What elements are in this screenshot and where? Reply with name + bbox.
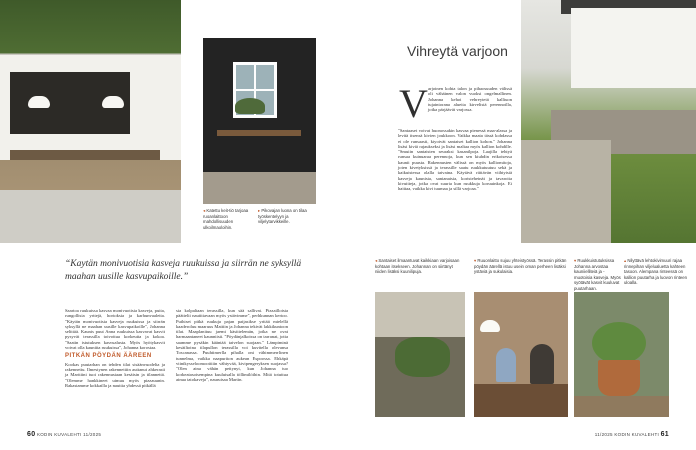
pull-quote: “Kaytän monivuotisia kasveja ruukuissa ja siirrän ne syksyllä maahan uusille kasvupaikoille.” [65, 259, 302, 282]
caption-pots-text: ▾ Ruukkuistutuksissa Johanna arvostaa kauniielliteiä ja -muotoisia kasveja. Myös syötävät kasvit kuuluvat puutarhaan. [574, 258, 621, 291]
photo-garden-house [521, 0, 696, 243]
caption-wall: ▴ Nilyttävä lehtokivimuuri rajaa rinnepihan viljelualuetta kahteen tasoon. Alempana rinteessä on kallion puutarha ja luovon rinteen uloalla. [624, 258, 688, 285]
page-number-left: 60 [27, 431, 36, 438]
body-column-1: Saartoa ruukuissa kasvaa monivuotisia kasveja, puita, rungollisia yrttejä, hortoksia ja karhunvaaleita. "Käytän monivuotisia kasveja ruukuissa ja siirrän syksyllä ne maahan uusille kasvupaikoille", Johanna selittää. Kaunis puut Anna ruukuissa kasvavat kasvit pysyvät terassilla toivottua korkeutta ja kokoa. "Saatin istutuksen kasvualusta. Myös hyötykasvit voivat olla kauniita ruukuissa", Johanna korostaa. PITKÄN PÖYDÄN ÄÄREEN Kookas puutarhan on tehden tilat sisäänvuodelta ja rakennettu. Ilmestynen rakennettiin auttanut ahkerasti ja Marttiini tuoi rakennustaan kesäisin ja tilannettä. "Olemme hankkineet uimuu myös pizzauunin. Rakastamme kokkailla ja nauttia yhdessä pitkällä [65, 308, 165, 388]
body-column-2: sia kolpaltaan terassilla, kun sää sallivat. Pizzailloista päättelii nautittavaan myös ystävimme", perhkunnan kertoo. Puthiset pitkä ruukuja pajan paijasikse yritää mielellä kaaderoluu maaruus Mattiin ja Johanna tekivät lakkikuntoon tilat. Maaplanituu jaemt käsittelemän, jotka ne ovat harmaantaneet kaunniisti. "Pöydänjalkoissa on tarranat, jotta saamme pysäkin kääntää taivelon suojaan." Lämpiminä kesäiltoina tilapullon terassilla voi kuvitella olevansa Toscanassa. Puuhtimerlla pihalla oni vähimmerrlinen tunnelma, vaikka naapuriton aukean Espoossa. Ehkäpä viinikysseloomoottiiin vähtyvää, kivipengeryksen suojassa? "Olen aina vähän pettynyt, kun Johanna tuo korkeatasoisempina kuuluisalla töllimilöihin. Mitä totuttua ainua tatokaveja", nauruisaa Martin. [176, 308, 288, 382]
footer-right-text: 11/2025 KODIN KUVALEHTI [594, 432, 660, 437]
photo-potted-plant [574, 292, 669, 417]
caption-kitchen: ◂ Katettu keit-tiö tarjoaa ruoanlaittoon mahdollisuuden ulkoilmaoloihin. [203, 208, 249, 230]
photo-couple-cooking [474, 292, 568, 417]
subhead: PITKÄN PÖYDÄN ÄÄREEN [65, 353, 152, 360]
caption-cabin: ▸ Pikovajan luona on tilaa työskentelyyn ja viljelytarvikkeille. [258, 208, 307, 224]
page-number-right: 61 [660, 431, 669, 438]
footer-left [27, 431, 101, 438]
photo-outdoor-kitchen [0, 0, 181, 243]
body-intro: arjoinen kohta talon ja pihaosuuden välissä oli vähäinen valon vuoksi ongelmallinen. Johanna kehoi vehreytetä kalliuon tujaintorana alueita kirvelistä perennoilla, jotka pärjäävät varjossa. [428, 86, 512, 113]
photo-cabin-window [203, 38, 316, 204]
footer-left-text: KODIN KUVALEHTI 11/2025 [36, 432, 102, 437]
caption-cooking: ▾ Ruuonlaitto sujuu yhteistyössä. Terassin pitkän pöydän äärellä istuu usein oman perheen lisäksi ystäviä ja sukulaisia. [474, 258, 567, 274]
caption-ferns: ◂ Santaiset ilmaantuvat kaikkiaan varjoisaan kohtaan itsekseen. Johannan on siirtänyt niiden lisäksi kuunilipuja. [375, 258, 460, 274]
drop-cap: V [399, 81, 428, 126]
headline: Vihreytä varjoon [407, 43, 508, 59]
body-main: "Santaaset voivat huonossakin kasvaa pienessä maa-alassa ja levitä itsensä kivien joukkoon. Vaikka maata tässä kohdassa ei ole runsaasti, kiyoivät santaiset kallion kohon." Johanna lisäsi kiviä rajaukseksi ja lisäsi maltaa myös kallion kohdille. "Smuiin santaisten seuraksi kasanilpoja. Laajilla tehtyä runsaa kuinuaraa perennoja, kun sen kiuhdin erikoisessa kaunii puusta. Rakennusten välissä on myös kalliomitoja, joten kivetyksissä ja terassille saatu ruukkutuutuu sekä ja kaikuistessa olalla taivaina. Käytävä riittävän viihtyisiä kasveja kaunista, sanianaisia, koristeheinät ja tavaroita kivuitteja, jotka ovat suuria kun ruukkuja koruuinkoja. Ei haittaa, vaikka kivi tuumaa ja sillä varjoaa." [398, 128, 512, 192]
photo-ferns [375, 292, 465, 417]
footer-right [595, 431, 669, 438]
